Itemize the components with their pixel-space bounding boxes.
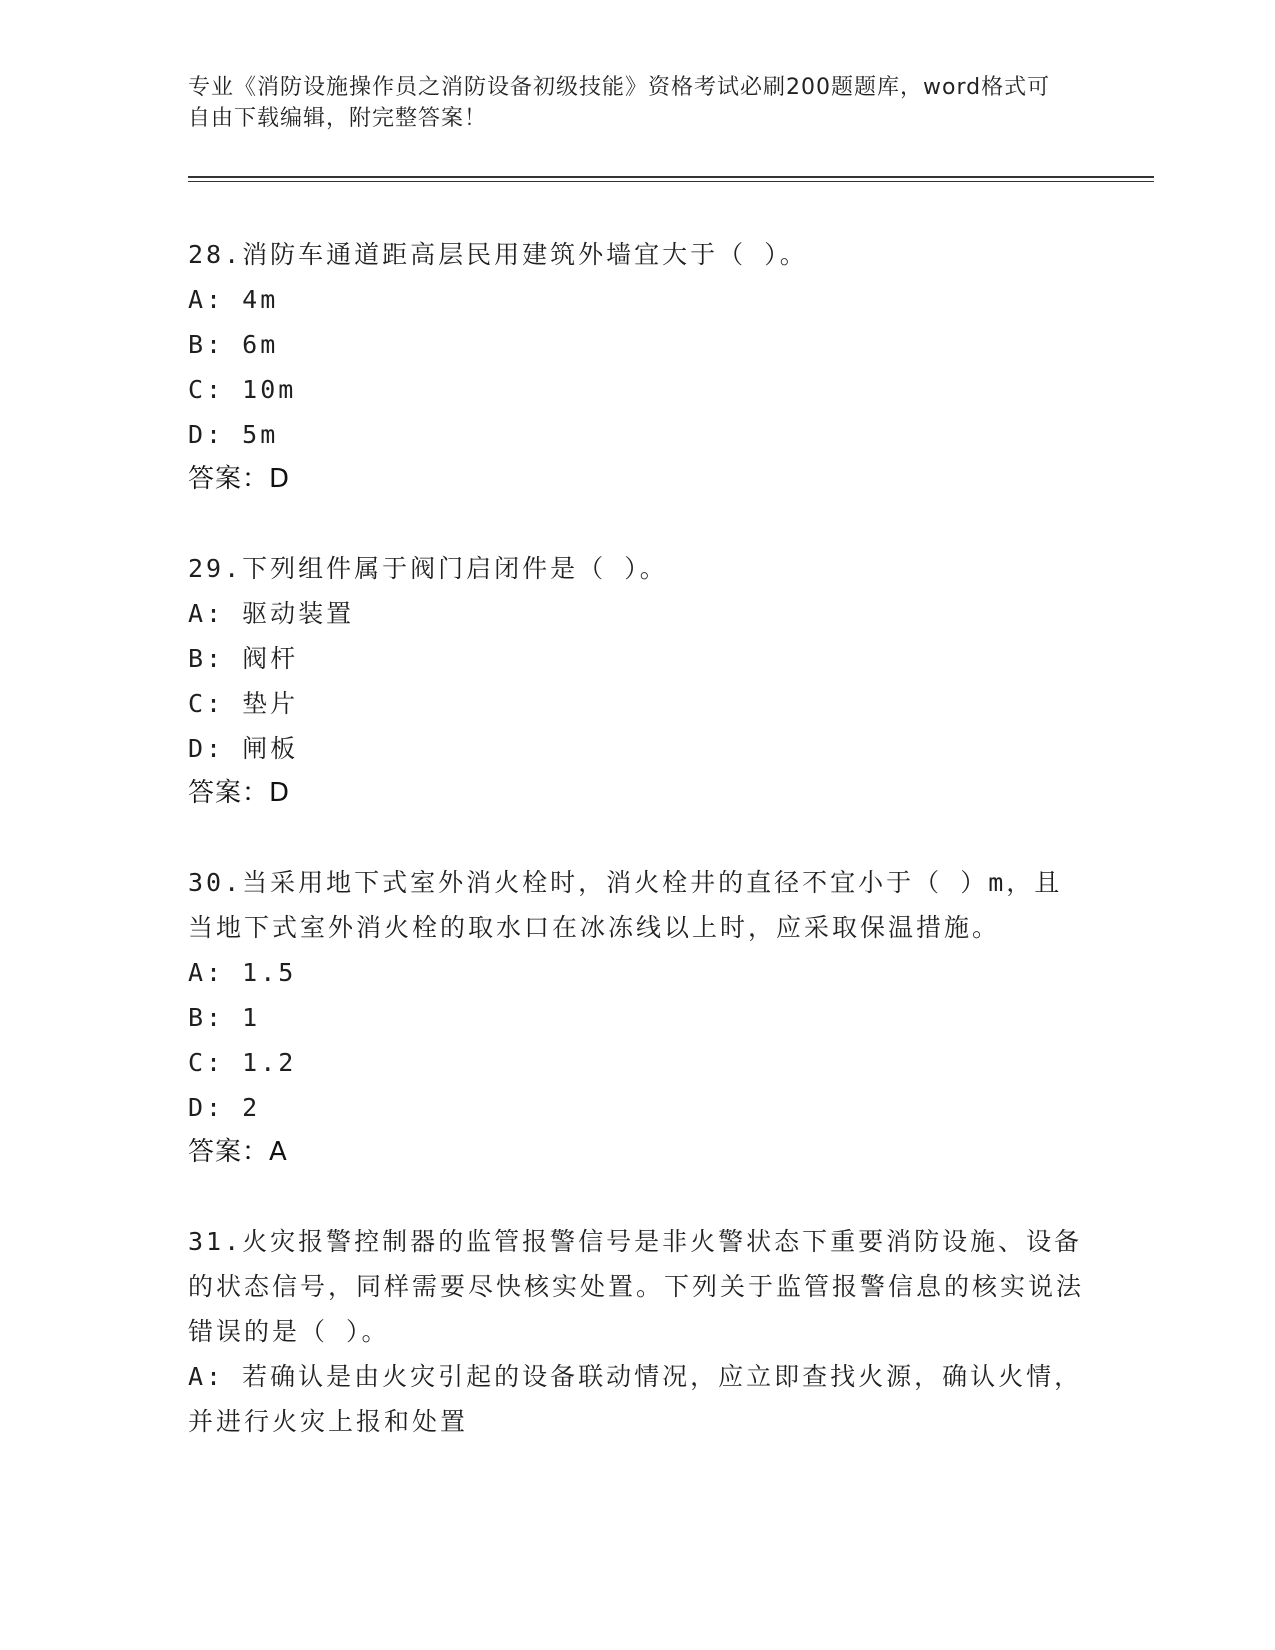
header-divider (188, 176, 1154, 178)
question-text: 28.消防车通道距高层民用建筑外墙宜大于（ ）。 (188, 240, 808, 269)
answer-line: 答案：D (188, 778, 291, 808)
question-text: 30.当采用地下式室外消火栓时，消火栓井的直径不宜小于（ ）m，且当地下式室外消火栓的取水口在冰冻线以上时，应采取保温措施。 (188, 868, 1063, 942)
question-29 (188, 546, 1088, 816)
option-a: A: 4m (188, 285, 279, 314)
option-c: C: 垫片 (188, 689, 299, 718)
question-30 (188, 860, 1088, 1175)
option-c: C: 10m (188, 375, 297, 404)
question-list (188, 232, 1088, 1488)
option-b: B: 1 (188, 1003, 261, 1032)
option-a: A: 若确认是由火灾引起的设备联动情况，应立即查找火源，确认火情，并进行火灾上报和处置 (188, 1362, 1083, 1436)
answer-line: 答案：D (188, 464, 291, 494)
option-d: D: 2 (188, 1093, 261, 1122)
option-d: D: 5m (188, 420, 279, 449)
document-header: 专业《消防设施操作员之消防设备初级技能》资格考试必刷200题题库，word格式可自由下载编辑，附完整答案！ (188, 75, 1051, 131)
option-a: A: 驱动装置 (188, 599, 355, 628)
option-b: B: 阀杆 (188, 644, 299, 673)
option-b: B: 6m (188, 330, 279, 359)
question-28 (188, 232, 1088, 502)
answer-line: 答案：A (188, 1137, 288, 1167)
question-text: 31.火灾报警控制器的监管报警信号是非火警状态下重要消防设施、设备的状态信号，同样需要尽快核实处置。下列关于监管报警信息的核实说法错误的是（ ）。 (188, 1227, 1085, 1346)
option-d: D: 闸板 (188, 734, 299, 763)
option-a: A: 1.5 (188, 958, 297, 987)
header-divider-thin (188, 181, 1154, 182)
question-text: 29.下列组件属于阀门启闭件是（ ）。 (188, 554, 668, 583)
option-c: C: 1.2 (188, 1048, 297, 1077)
question-31 (188, 1219, 1088, 1444)
